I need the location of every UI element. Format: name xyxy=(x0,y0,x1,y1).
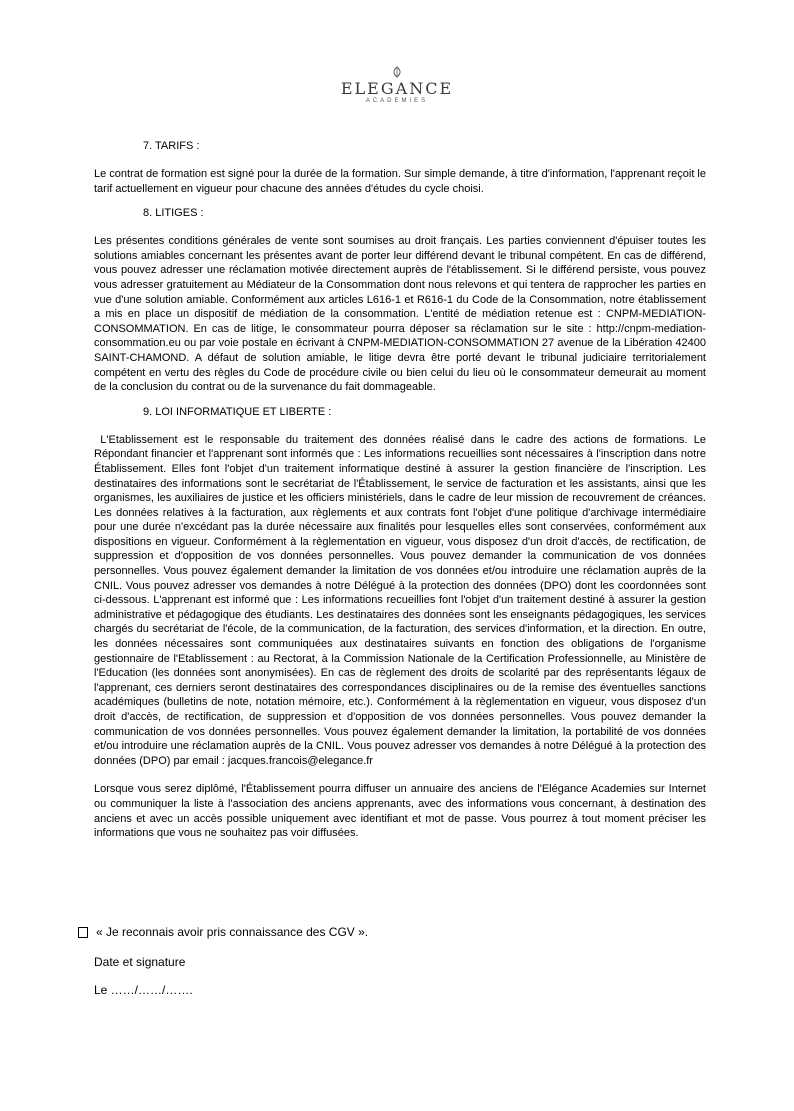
cgv-checkbox[interactable] xyxy=(78,927,88,938)
section-heading: 7. TARIFS : xyxy=(143,140,200,152)
section-heading: 9. LOI INFORMATIQUE ET LIBERTE : xyxy=(143,405,332,418)
leaf-icon xyxy=(390,66,404,78)
section-paragraph: Lorsque vous serez diplômé, l'Établissement pourra diffuser un annuaire des anciens de l'Elégance Academies sur Internet ou communiquer la liste à l'association des anciens apprenants, avec des informations vous concernant, à destination des anciens et avec un accès possible uniquement avec identifiant et mot de passe. Vous pourrez à tout moment préciser les informations que vous ne souhaitez pas voir diffusées. xyxy=(94,783,706,840)
section-tarifs xyxy=(94,139,706,196)
section-heading: 8. LITIGES : xyxy=(143,207,204,220)
date-line: Le ……/……/……. xyxy=(94,983,193,997)
logo-subtitle: ACADEMIES xyxy=(365,98,429,104)
cgv-acknowledgement-text: « Je reconnais avoir pris connaissance des CGV ». xyxy=(96,925,369,939)
document-body xyxy=(94,139,710,851)
section-paragraph: Le contrat de formation est signé pour la durée de la formation. Sur simple demande, à titre d'information, l'apprenant reçoit le tarif actuellement en vigueur pour chacune des années d'études du cycle choisi. xyxy=(94,168,706,195)
brand-logo xyxy=(0,66,794,105)
signature-label: Date et signature xyxy=(94,955,186,969)
section-paragraph: Les présentes conditions générales de vente sont soumises au droit français. Les parties conviennent d'épuiser toutes les solutions amiables concernant les présentes avant de porter leur différend devant le tribunal compétent. En cas de différend, vous pouvez adresser une réclamation motivée directement auprès de l'établissement. Si le différend persiste, vous pouvez vous adresser gratuitement au Médiateur de la Consommation dont nous relevons et qui tentera de rapprocher les parties en vue d'une solution amiable. Conformément aux articles L616-1 et R616-1 du Code de la Consommation, notre établissement a mis en place un dispositif de médiation de la consommation. L'entité de médiation retenue est : CNPM-MEDIATION-CONSOMMATION. En cas de litige, le consommateur pourra déposer sa réclamation sur le site : http://cnpm-mediation-consommation.eu ou par voie postale en écrivant à CNPM-MEDIATION-CONSOMMATION 27 avenue de la Libération 42400 SAINT-CHAMOND. A défaut de solution amiable, le litige devra être porté devant le tribunal judiciaire territorialement compétent en vertu des règles du Code de procédure civile ou bien celui du lieu où le consommateur demeurait au moment de la conclusion du contrat ou de la survenance du fait dommageable. xyxy=(94,235,706,394)
section-loi-informatique xyxy=(94,405,710,841)
section-litiges xyxy=(94,206,706,395)
logo-name: ELEGANCE xyxy=(340,79,454,98)
cgv-acknowledgement xyxy=(78,924,368,940)
section-paragraph: L'Etablissement est le responsable du traitement des données réalisé dans le cadre des actions de formations. Le Répondant financier et l'apprenant sont informés que : Les informations recueillies sont nécessaires à l'inscription dans notre Établissement. Elles font l'objet d'un traitement informatique destiné à assurer la gestion financière de l'inscription. Les destinataires des informations sont le secrétariat de l'Établissement, le service de facturation et les assistants, ainsi que les organismes, les auxiliaires de justice et les officiers ministériels, dans le cadre de leur mission de recouvrement de créances. Les données relatives à la facturation, aux règlements et aux contrats font l'objet d'une politique d'archivage intermédiaire pour une durée n'excédant pas la durée nécessaire aux finalités pour lesquelles elles sont conservées, conformément aux dispositions en vigueur. Conformément à la règlementation en vigueur, vous disposez d'un droit d'accès, de rectification, de suppression et d'opposition de vos données personnelles. Vous pouvez demander la communication de vos données personnelles. Vous pouvez également demander la limitation de vos données et/ou introduire une réclamation auprès de la CNIL. Vous pouvez adresser vos demandes à notre Délégué à la protection des données (DPO) dont les coordonnées sont ci-dessous. L'apprenant est informé que : Les informations recueillies font l'objet d'un traitement destiné à assurer la gestion administrative et pédagogique des étudiants. Les destinataires des données sont les enseignants pédagogiques, les services chargés du secrétariat de l'école, de la communication, de la facturation, des services d'information, et la direction. En outre, les données nécessaires sont communiquées aux destinataires suivants en fonction des obligations de l'organisme gestionnaire de l'Etablissement : au Rectorat, à la Commission Nationale de la Certification Professionnelle, au Ministère de l'Education (les données sont anonymisées). En cas de règlement des droits de scolarité par des représentants légaux de l'apprenant, ces derniers seront destinataires des correspondances disciplinaires ou de la remise des éventuelles sanctions académiques (bulletins de note, notation mémoire, etc.). Conformément à la règlementation en vigueur, vous disposez d'un droit d'accès, de rectification, de suppression et d'opposition de vos données personnelles. Vous pouvez demander la communication de vos données personnelles. Vous pouvez également demander la limitation, la portabilité de vos données et/ou introduire une réclamation auprès de la CNIL. Vous pouvez adresser vos demandes à notre Délégué à la protection des données (DPO) par email : jacques.francois@elegance.fr xyxy=(94,433,710,767)
